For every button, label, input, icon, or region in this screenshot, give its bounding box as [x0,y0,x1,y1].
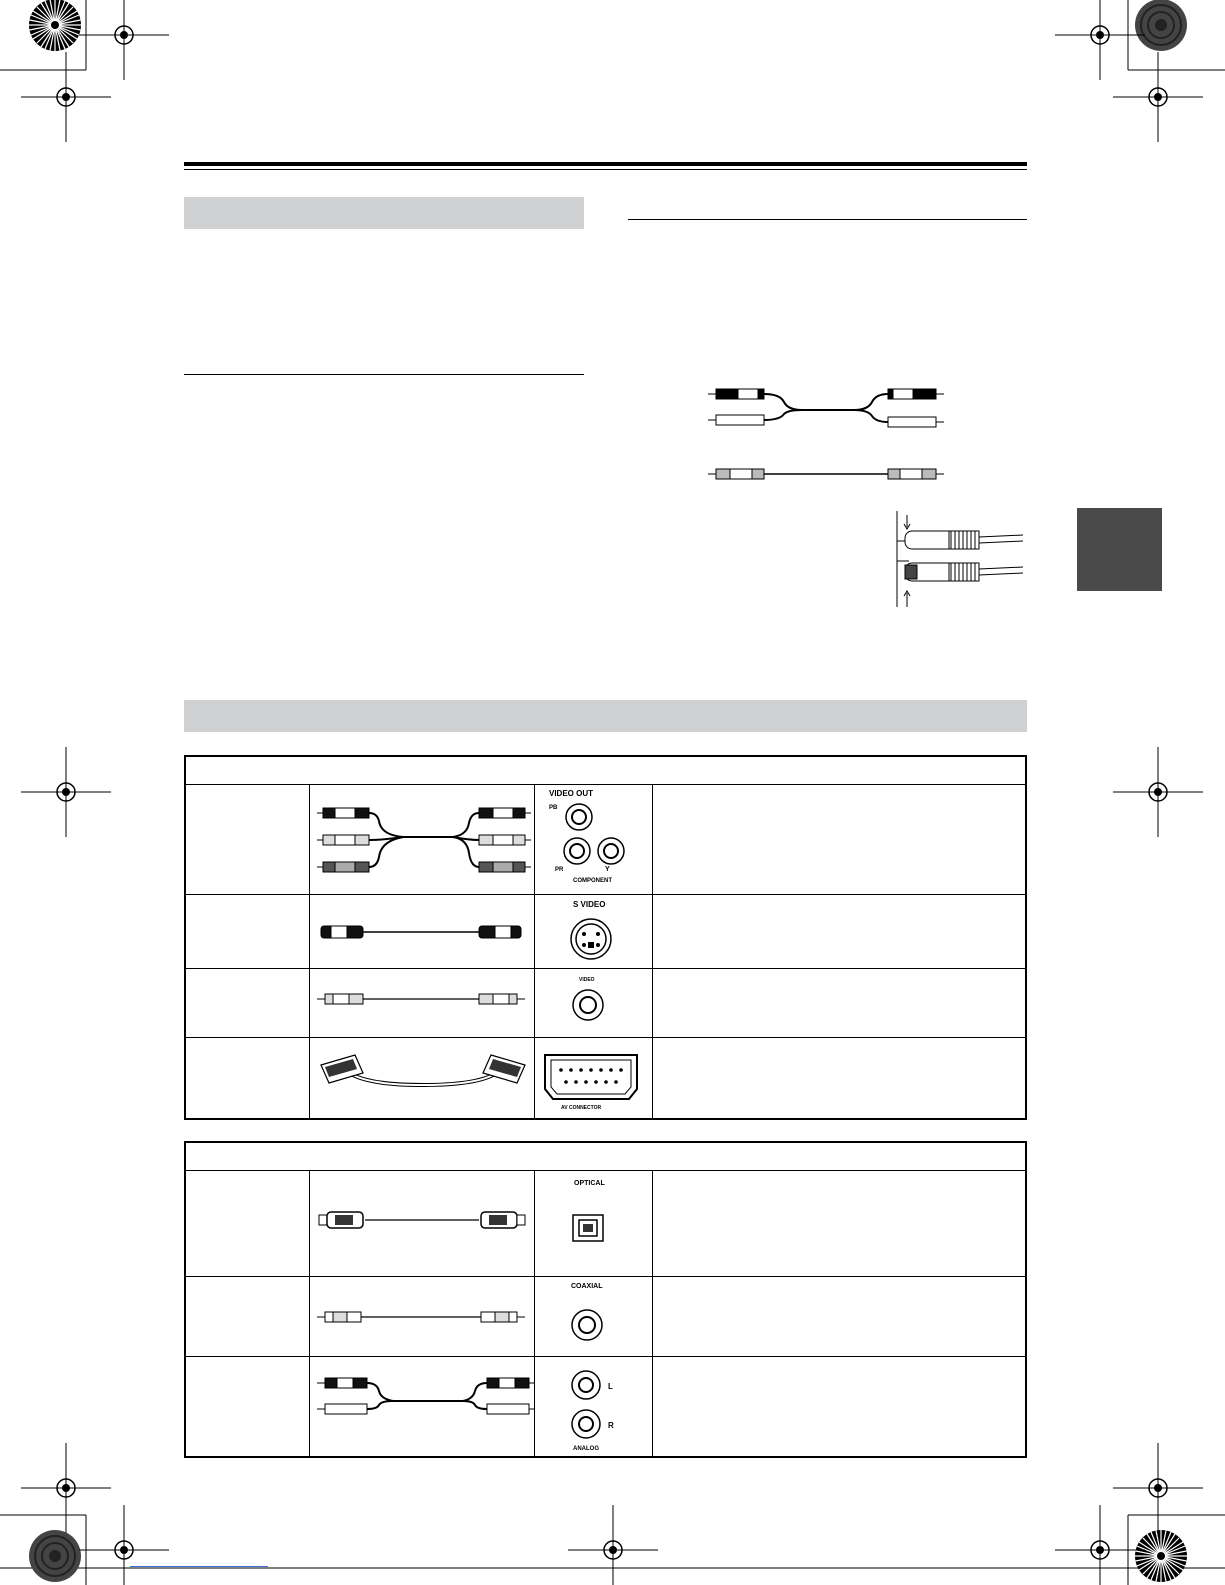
header-rule-thin [184,169,1027,170]
composite-video-cable-icon [313,985,533,1015]
s-video-jack-icon [541,897,651,967]
jack-label-s-video: S VIDEO [573,900,606,909]
jack-label-av-connector: AV CONNECTOR [561,1105,602,1111]
column-divider [534,1170,535,1456]
jack-label-pr: PR [555,867,564,873]
section-heading-bar-left [184,197,584,229]
column-divider [652,784,653,1118]
optical-jack-icon [541,1175,651,1275]
row-divider [186,894,1025,895]
analog-audio-jack-icon [541,1358,651,1458]
footer-link-underline [130,1566,268,1567]
column-divider [309,784,310,1118]
column-divider [309,1170,310,1456]
subsection-rule-right [628,219,1027,220]
audio-cable-illustration [708,382,968,492]
scart-cable-icon [313,1045,533,1115]
column-divider [652,1170,653,1456]
table-header-line [186,1170,1025,1171]
row-divider [186,1037,1025,1038]
s-video-cable-icon [313,912,533,952]
section-heading-bar-full [184,700,1027,732]
jack-label-video: VIDEO [579,977,595,983]
audio-connection-table [184,1141,1027,1458]
jack-label-optical: OPTICAL [574,1180,605,1187]
header-rule-thick [184,162,1027,166]
row-divider [186,1276,1025,1277]
composite-video-jack-icon [541,972,651,1032]
optical-cable-icon [313,1200,533,1240]
jack-label-y: Y [605,866,610,873]
coaxial-jack-icon [541,1278,651,1358]
column-divider [534,784,535,1118]
video-connection-table [184,755,1027,1120]
scart-jack-icon [541,1045,651,1125]
chapter-tab [1077,508,1162,591]
component-video-cable-icon [313,789,533,879]
table-header-line [186,784,1025,785]
subsection-rule-left [184,374,584,375]
jack-label-r: R [608,1421,614,1430]
jack-label-pb: PB [549,805,558,811]
row-divider [186,968,1025,969]
jack-label-video-out: VIDEO OUT [549,789,594,798]
jack-label-analog: ANALOG [573,1446,599,1452]
jack-label-component: COMPONENT [573,878,612,884]
component-video-jack-icon [541,787,651,892]
coaxial-cable-icon [313,1303,533,1333]
analog-audio-cable-icon [313,1369,533,1429]
jack-label-coaxial: COAXIAL [571,1283,603,1290]
plug-insertion-illustration [893,511,1033,611]
jack-label-l: L [608,1382,613,1391]
